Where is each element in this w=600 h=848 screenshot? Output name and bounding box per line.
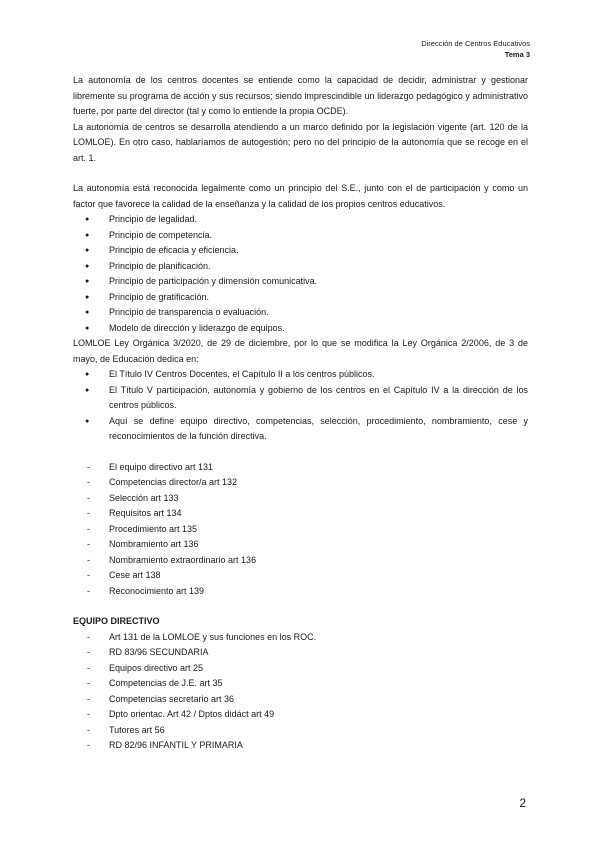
section-title: EQUIPO DIRECTIVO: [73, 616, 160, 626]
list-item: - RD 82/96 INFANTIL Y PRIMARIA: [73, 738, 528, 754]
articles-list: [73, 460, 528, 600]
list-item: - Requisitos art 134: [73, 506, 528, 522]
page-header: [421, 38, 530, 60]
list-item: - Art 131 de la LOMLOE y sus funciones en los ROC.: [73, 630, 528, 646]
header-title: Dirección de Centros Educativos: [421, 39, 530, 48]
list-item: - Nombramiento art 136: [73, 537, 528, 553]
intro-paragraph: La autonomía de los centros docentes se entiende como la capacidad de decidir, administrar y gestionar libremente su programa de acción y sus recursos; siendo imprescindible un liderazgo pedagógico y administrativo fuerte, por parte del director (tal y como lo entiende la propia OCDE).: [73, 75, 528, 116]
list-item: - Cese art 138: [73, 568, 528, 584]
law-intro: LOMLOE Ley Orgánica 3/2020, de 29 de diciembre, por lo que se modifica la Ley Orgánica 2/2006, de 3 de mayo, de Educación dedica en:: [73, 338, 528, 364]
list-item: - Tutores art 56: [73, 723, 528, 739]
list-item: ● Principio de participación y dimensión comunicativa.: [73, 274, 528, 290]
header-topic: Tema 3: [504, 50, 530, 59]
list-item: - Competencias secretario art 36: [73, 692, 528, 708]
list-item: ● Modelo de dirección y liderazgo de equipos.: [73, 321, 528, 337]
list-item: - Procedimiento art 135: [73, 522, 528, 538]
law-items-list: [73, 367, 528, 445]
list-item: - Nombramiento extraordinario art 136: [73, 553, 528, 569]
list-item: ● Principio de competencia.: [73, 228, 528, 244]
list-item: - Competencias director/a art 132: [73, 475, 528, 491]
list-item: ● Principio de eficacia y eficiencia.: [73, 243, 528, 259]
page-number: 2: [519, 796, 526, 810]
document-body: [73, 73, 528, 754]
list-item: - Equipos directivo art 25: [73, 661, 528, 677]
list-item: ● El Título V participación, autonomía y gobierno de los centros en el Capítulo IV a la dirección de los centros públicos.: [73, 383, 528, 414]
list-item: - RD 83/96 SECUNDARIA: [73, 645, 528, 661]
list-item: ● Principio de legalidad.: [73, 212, 528, 228]
list-item: ● Principio de planificación.: [73, 259, 528, 275]
list-item: - Dpto orientac. Art 42 / Dptos didáct art 49: [73, 707, 528, 723]
intro-paragraph: La autonomía de centros se desarrolla atendiendo a un marco definido por la legislación vigente (art. 120 de la LOMLOE). En otro caso, hablaríamos de autogestión; pero no del principio de la autonomía que se recoge en el art. 1.: [73, 121, 528, 163]
list-item: - Reconocimiento art 139: [73, 584, 528, 600]
list-item: ● Principio de transparencia o evaluación.: [73, 305, 528, 321]
list-item: - Selección art 133: [73, 491, 528, 507]
principles-intro: La autonomía está reconocida legalmente como un principio del S.E., junto con el de participación y como un factor que favorece la calidad de la enseñanza y la calidad de los propios centros educativos.: [73, 183, 528, 209]
equipo-list: [73, 630, 528, 754]
list-item: - El equipo directivo art 131: [73, 460, 528, 476]
list-item: ● Aquí se define equipo directivo, competencias, selección, procedimiento, nombramiento, cese y reconocimientos de la función directiva.: [73, 414, 528, 445]
list-item: ● El Título IV Centros Docentes, el Capítulo II a los centros públicos.: [73, 367, 528, 383]
principles-list: [73, 212, 528, 336]
list-item: ● Principio de gratificación.: [73, 290, 528, 306]
list-item: - Competencias de J.E. art 35: [73, 676, 528, 692]
